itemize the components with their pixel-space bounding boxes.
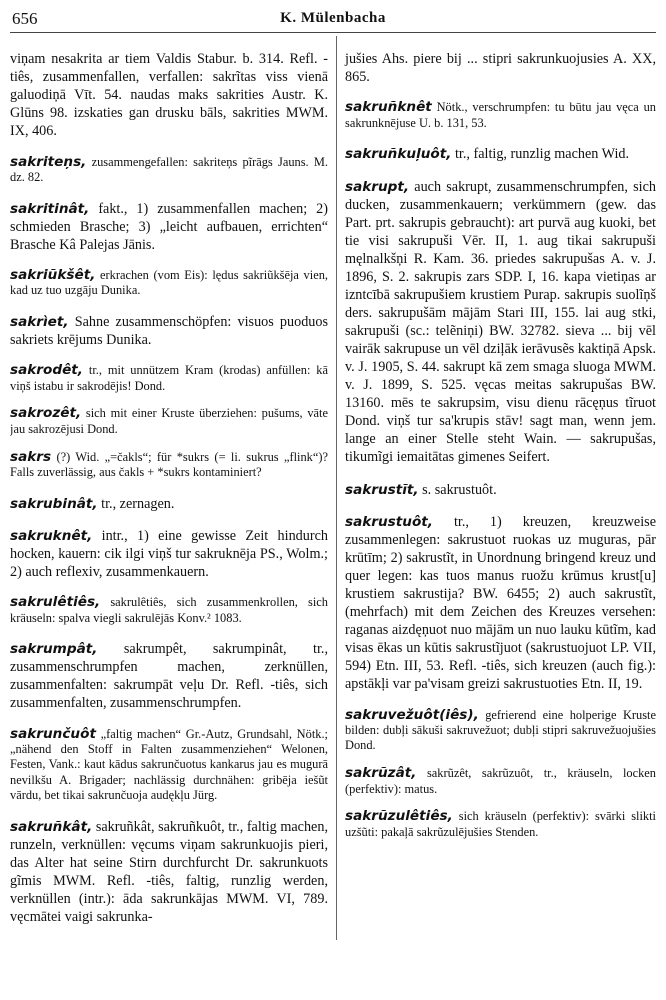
entry-text: zusammengefallen: sakriteņs pĩrāgs Jauns. M. dz. 82. xyxy=(10,154,328,185)
dictionary-entry xyxy=(10,200,328,254)
dictionary-entry xyxy=(10,268,328,299)
entry-headword: sakritinât, xyxy=(10,200,90,217)
entry-text: tr., 1) kreuzen, kreuzweise zusammenlegen: sakrustuot ruokas uz muguras, pār krūtīm; 2) sakrustĩt, in Unordnung bringend kreuz und quer legen: kas tuos manus ruožu krūmus krust[u] krustiem sakrustija? BW. 6455; 2) auch sakrustĩt, (mehrfach) mit dem Zeichen des Kreuzes versehen: raganas aizdęņuot nuo mājām un nuo lauku kūtĩm, kad visas ēkas un kūtis sakrustĩjuot (sakrustuojuot LP. VII, 594) Etn. III, 53. Refl. -tiês, sich kreuzen (auch fig.): apstākļi var pa'visam greizi sakrustuoties Etn. II, 19. xyxy=(345,513,656,693)
entry-headword: sakruñknêt xyxy=(345,99,432,116)
entry-headword: sakrodêt, xyxy=(10,362,83,379)
entry-text: tr., zernagen. xyxy=(101,495,175,512)
entry-text: jušies Ahs. piere bij ... stipri sakrunkuojusies A. XX, 865. xyxy=(345,51,656,86)
entry-headword: sakrozêt, xyxy=(10,405,82,422)
dictionary-entry xyxy=(10,818,328,926)
entry-text: s. sakrustuôt. xyxy=(422,481,497,498)
entry-text: gefrierend eine holperige Kruste bilden: dubļi sākuši sakruvežuot; dubļi stipri sakruvežuojušies Dond. xyxy=(345,707,656,753)
entry-headword: sakrìet, xyxy=(10,313,69,330)
entry-text: auch sakrupt, zusammenschrumpfen, sich ducken, zusammenkauern; verkümmern (gew. das Part. prt. sakrupis gebraucht): art purvā aug kuoki, bet tie visi sakrupuši Vēr. II, 1. aug tikai sakrupuši męlnalkšņi R. Kam. 36. priedes sakrupušas A. v. J. 1896, S. 2. sakrupis zars SDP. I, 16. kapa vietiņas ar izntcībā sakrupušiem krustiem Purap. sakrupis suolĩņš ders. sakrupušām mājām Stari III, 155. lai aug stki, sakrupuši (sc.: telẽniņi) BW. 32782. sieva ... bij vēl vairāk sakrupuse un vēl dziļāk ierāvusẽs kaktiņā Apsk. v. J. 1905, S. 44. sakrupt kā zem smaga sluoga MWM. v. J. 1899, S. 525. vęcas meitas sakrupušas BW. 13160. mēs te sakrupsim, visu dienu rācęņus tĩruot Dond. viņš tur sa'krupis stāv! sagt man, wenn jem. lange an einer Stelle steht Wain. — sakrupušas, tikumĩgi iemaitātas gimenes Seifert. xyxy=(345,178,656,466)
dictionary-entry xyxy=(345,809,656,840)
dictionary-entry xyxy=(345,513,656,693)
dictionary-entry xyxy=(10,450,328,481)
entry-headword: sakriteņs, xyxy=(10,153,87,170)
entry-text: fakt., 1) zusammenfallen machen; 2) schmieden Brasche; 3) „leicht aufbauen, errichten“ Brasche Kâ Palejas Jānis. xyxy=(10,200,328,253)
entry-headword: sakrũzât, xyxy=(345,765,417,782)
entry-text: Sahne zusammenschöpfen: visuos puoduos sakriets krējums Dunika. xyxy=(10,313,329,348)
dictionary-entry xyxy=(10,595,328,626)
right-column xyxy=(336,36,656,940)
entry-headword: sakrustĩt, xyxy=(345,481,419,498)
dictionary-entry xyxy=(10,313,328,349)
entry-headword: sakrustuôt, xyxy=(345,513,433,530)
entry-headword: sakrunčuôt xyxy=(10,725,96,742)
entry-headword: sakrs xyxy=(10,448,52,465)
entry-headword: sakruñkât, xyxy=(10,818,93,835)
entry-headword: sakruñkuļuôt, xyxy=(345,146,452,163)
entry-text: sakrulêtiês, sich zusammenkrollen, sich kräuseln: spalva viegli sakrulējās Konv.² 1083. xyxy=(10,595,328,625)
left-column xyxy=(10,36,336,940)
dictionary-entry xyxy=(10,363,328,394)
entry-text: intr., 1) eine gewisse Zeit hindurch hocken, kauern: cik ilgi viņš tur sakruknēja PS., Wolm.; 2) auch reflexiv, zusammenkauern. xyxy=(10,527,328,580)
entry-headword: sakrubinât, xyxy=(10,495,98,512)
entry-text: tr., faltig, runzlig machen Wid. xyxy=(454,146,630,163)
dictionary-entry xyxy=(345,178,656,467)
page-header xyxy=(10,6,656,33)
dictionary-entry xyxy=(10,495,328,513)
entry-headword: sakrulêtiês, xyxy=(10,594,101,611)
dictionary-entry xyxy=(10,50,328,140)
dictionary-entry xyxy=(345,481,656,499)
entry-headword: sakrumpât, xyxy=(10,641,98,658)
dictionary-entry xyxy=(10,155,328,186)
entry-headword: sakriũkšêt, xyxy=(10,266,96,283)
dictionary-entry xyxy=(345,100,656,131)
entry-headword: sakrũzulêtiês, xyxy=(345,808,453,825)
entry-text: erkrachen (vom Eis): lędus sakriũkšēja vien, kad uz tuo uzgāju Dunika. xyxy=(10,267,328,298)
dictionary-entry xyxy=(345,766,656,797)
entry-headword: sakruvežuôt(iês), xyxy=(345,706,479,723)
entry-text: (?) Wid. „=čakls“; für *sukrs (= li. sukrus „flink“)? Falls zuverlässig, aus čakls + *sukrs kontaminiert? xyxy=(10,449,328,480)
entry-text: viņam nesakrita ar tiem Valdis Stabur. b. 314. Refl. -tiês, zusammenfallen, verfallen: sakrĩtas viss vienā galuodiņā Vīt. 54. naudas maks sakrities Austr. K. Glūns 98. izskaties gan drusku bāls, sakrities MWM. IX, 406. xyxy=(10,51,328,140)
entry-text: sakruñkât, sakruñkuôt, tr., faltig machen, runzeln, verknüllen: vęcums viņam sakrunkuojis pieri, das Alter hat seine Stirn durchfurcht Dr. sakrunkuots gĩmis MWM. Refl. -tiês, faltig, runzlig werden, verknüllen (intr.): āda sakrunkājas MWM. VI, 789. vęcmātei vaigi sakrunka- xyxy=(10,818,328,926)
dictionary-entry xyxy=(10,527,328,581)
dictionary-entry xyxy=(345,50,656,86)
entry-headword: sakruknêt, xyxy=(10,527,93,544)
dictionary-entry xyxy=(10,640,328,712)
entry-text: „faltig machen“ Gr.-Autz, Grundsahl, Nötk.; „nähend den Stoff in Falten zusammenziehen“ Welonen, Festen, Vank.: kaut kādus sakrunčuotus kankarus jau es mugurā nevilkšu A. Brigader; nachlässig durchnähen: gribēja iešũt vārdu, bet tikai sakrunčuoja audękļu Jürg. xyxy=(10,726,328,803)
dictionary-entry xyxy=(10,727,328,804)
running-head: K. Mülenbacha xyxy=(280,10,386,26)
dictionary-entry xyxy=(10,406,328,437)
entry-text: sich mit einer Kruste überziehen: pušums, vāte jau sakrozējusi Dond. xyxy=(10,406,328,436)
entry-headword: sakrupt, xyxy=(345,178,410,195)
entry-text: Nötk., verschrumpfen: tu būtu jau vęca un sakrunknējuse U. b. 131, 53. xyxy=(345,100,656,130)
entry-text: sich kräuseln (perfektiv): svārki slikti uzšũti: pakaļā sakrũzulējušies Stenden. xyxy=(345,809,656,839)
two-column-body xyxy=(10,36,656,940)
entry-text: tr., mit unnützem Kram (krodas) anfüllen: kā viņš istabu ir sakrodējis! Dond. xyxy=(10,363,328,393)
dictionary-entry xyxy=(345,708,656,754)
dictionary-entry xyxy=(345,145,656,163)
page-number: 656 xyxy=(12,9,38,28)
entry-text: sakrũzêt, sakrũzuôt, tr., kräuseln, locken (perfektiv): matus. xyxy=(345,766,656,796)
entry-text: sakrumpêt, sakrumpinât, tr., zusammenschrumpfen machen, zerknüllen, zusammenfalten: sakrumpāt veļu Dr. Refl. -tiês, sich zusammenfalten, zusammenschrumpfen. xyxy=(10,641,328,712)
